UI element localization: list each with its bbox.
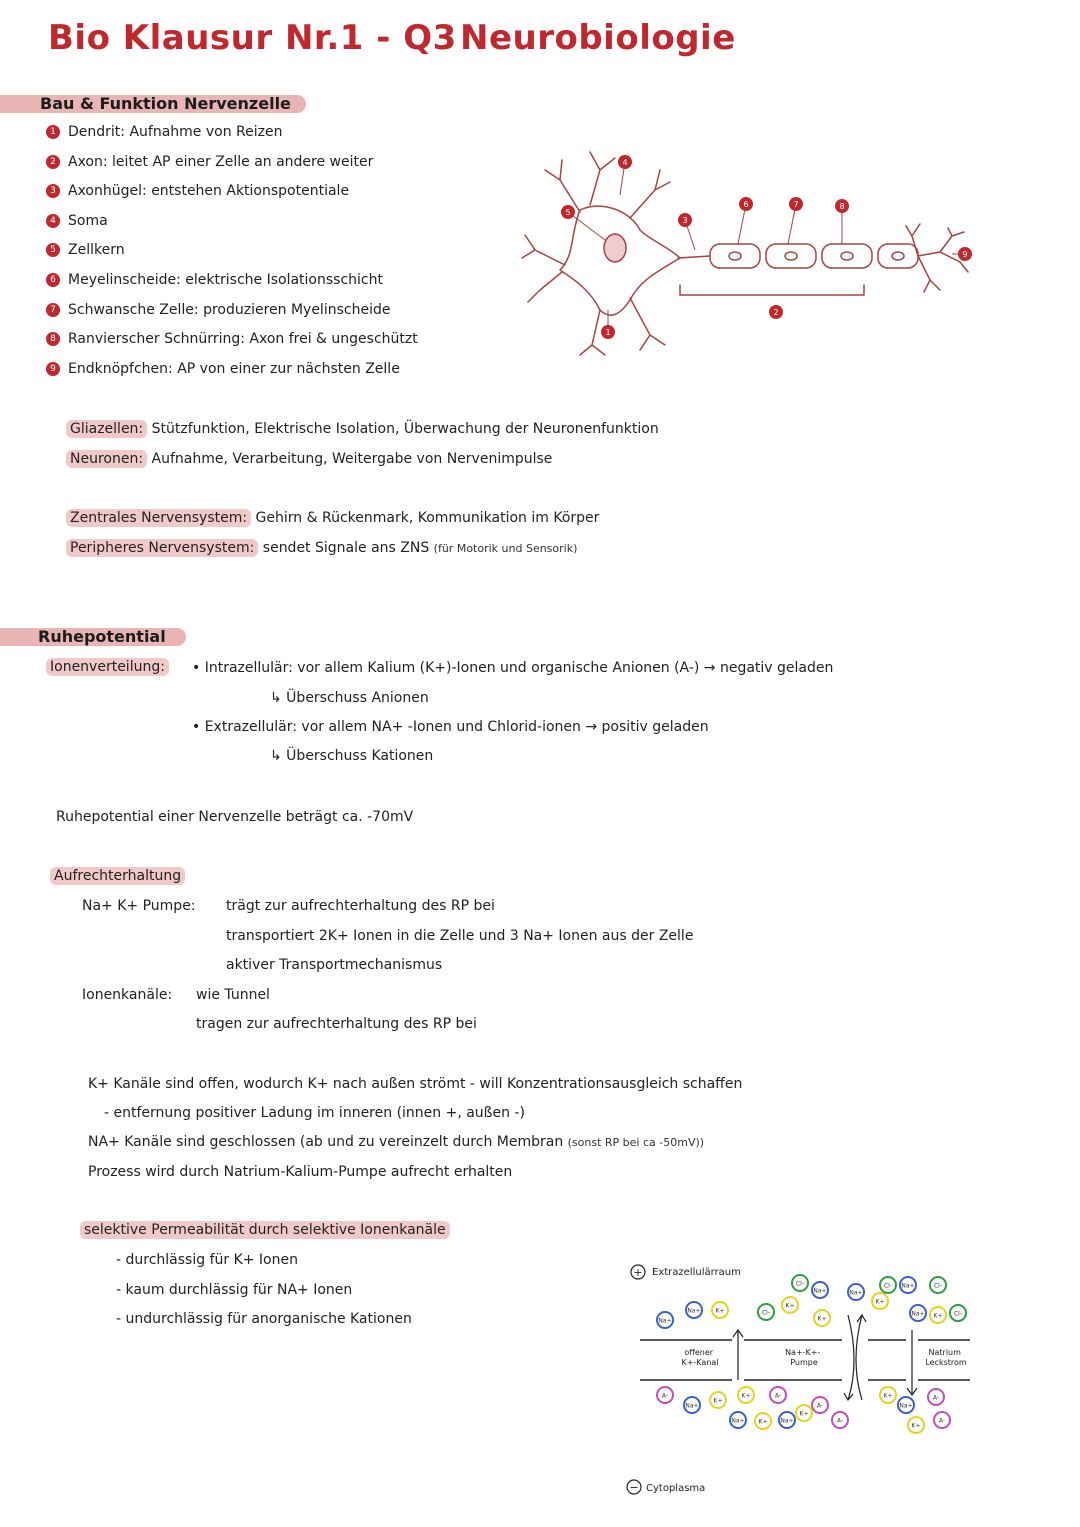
ion-na-label: Na+ <box>899 1402 913 1410</box>
glia-label: Gliazellen: <box>66 420 147 438</box>
myelin-segment <box>766 244 816 268</box>
section-title-nerve: Bau & Funktion Nervenzelle <box>40 94 291 113</box>
channel-line-1: wie Tunnel <box>196 987 270 1003</box>
item-separator: : <box>102 154 113 170</box>
ion-k-label: K+ <box>911 1422 921 1430</box>
rp-value-line: Ruhepotential einer Nervenzelle beträgt ca. -70mV <box>56 809 414 825</box>
membrane-diagram <box>620 1255 990 1505</box>
item-description: elektrische Isolationsschicht <box>185 272 383 288</box>
diagram-number: 9 <box>962 250 968 259</box>
diagram-number: 8 <box>839 202 845 211</box>
ion-na-label: Na+ <box>780 1417 794 1425</box>
item-description: produzieren Myelinscheide <box>203 302 391 318</box>
ion-na-label: Na+ <box>685 1402 699 1410</box>
axon <box>678 256 710 258</box>
ion-a-label: A- <box>938 1417 946 1425</box>
neuron-text: Aufnahme, Verarbeitung, Weitergabe von Nervenimpulse <box>151 451 553 467</box>
item-description: entstehen Aktionspotentiale <box>151 183 350 199</box>
diagram-number: 5 <box>565 208 571 217</box>
dendrite <box>522 152 670 355</box>
ion-k-label: K+ <box>785 1302 795 1310</box>
item-description: leitet AP einer Zelle an andere weiter <box>112 154 374 170</box>
nerve-part-item <box>46 124 282 140</box>
ion-k-label: K+ <box>715 1307 725 1315</box>
item-label: Dendrit <box>68 124 121 140</box>
ion-label: Ionenverteilung: <box>46 659 169 675</box>
pump-label: Na+ K+ Pumpe: <box>82 898 196 914</box>
neuron-label: Neuronen: <box>66 450 147 468</box>
channels-line-2: - entfernung positiver Ladung im inneren (innen +, außen -) <box>104 1105 525 1121</box>
item-separator: : <box>120 124 130 140</box>
ion-cl-label: Cl- <box>933 1282 943 1290</box>
item-label: Ranvierscher Schnürring <box>68 331 241 347</box>
zns-text: Gehirn & Rückenmark, Kommunikation im Körper <box>255 510 600 526</box>
ion-k-label: K+ <box>933 1312 943 1320</box>
pump-line-3: aktiver Transportmechanismus <box>226 957 443 973</box>
item-description: AP von einer zur nächsten Zelle <box>177 361 400 377</box>
item-description: Axon frei & ungeschützt <box>249 331 418 347</box>
ion-na-label: Na+ <box>813 1287 827 1295</box>
channel-line-2: tragen zur aufrechterhaltung des RP bei <box>196 1016 477 1032</box>
leak-label: Natrium Leckstrom <box>925 1348 967 1367</box>
permeability-title: selektive Permeabilität durch selektive Ionenkanäle <box>80 1222 450 1238</box>
ion-a-label: A- <box>661 1392 669 1400</box>
extra-line: • Extrazellulär: vor allem NA+ -Ionen und Chlorid-ionen → positiv geladen <box>192 719 709 735</box>
item-label: Axonhügel <box>68 183 143 199</box>
item-separator: : <box>176 272 186 288</box>
ion-na-label: Na+ <box>901 1282 915 1290</box>
ion-na-label: Na+ <box>687 1307 701 1315</box>
myelin-segment <box>822 244 872 268</box>
channels-line-3: NA+ Kanäle sind geschlossen (ab und zu vereinzelt durch Membran (sonst RP bei ca -50mV)) <box>88 1134 705 1150</box>
pump-line-2: transportiert 2K+ Ionen in die Zelle und 3 Na+ Ionen aus der Zelle <box>226 928 694 944</box>
neuron-line <box>66 451 552 467</box>
nerve-part-item <box>46 331 418 347</box>
nerve-part-item <box>46 213 108 229</box>
item-label: Meyelinscheide <box>68 272 177 288</box>
nerve-part-item <box>46 361 400 377</box>
ion-na-label: Na+ <box>658 1317 672 1325</box>
extra-sub: ↳ Überschuss Kationen <box>270 748 434 764</box>
myelin-segment <box>878 244 918 268</box>
item-number-badge: 8 <box>46 332 60 346</box>
pump-label: Na+-K+- Pumpe <box>785 1348 821 1367</box>
zns-line <box>66 510 599 526</box>
myelin-segment <box>710 244 760 268</box>
nerve-part-item <box>46 272 383 288</box>
cytoplasm-label: Cytoplasma <box>646 1483 706 1494</box>
ion-k-label: K+ <box>817 1315 827 1323</box>
permeability-item-1: - durchlässig für K+ Ionen <box>116 1252 298 1268</box>
ion-k-label: K+ <box>875 1298 885 1306</box>
pns-note: (für Motorik und Sensorik) <box>433 542 578 555</box>
ion-na-label: Na+ <box>731 1417 745 1425</box>
channel-label: Ionenkanäle: <box>82 987 173 1003</box>
diagram-number: 1 <box>605 328 611 337</box>
ion-a-label: A- <box>816 1402 824 1410</box>
channels-line-3-note: (sonst RP bei ca -50mV)) <box>567 1136 705 1149</box>
item-label: Axon <box>68 154 103 170</box>
glia-line <box>66 421 659 437</box>
nerve-part-item <box>46 154 373 170</box>
nerve-part-item <box>46 183 349 199</box>
svg-text:−: − <box>629 1481 639 1494</box>
item-number-badge: 4 <box>46 214 60 228</box>
section-title-rp: Ruhepotential <box>38 627 166 646</box>
intra-sub: ↳ Überschuss Anionen <box>270 690 429 706</box>
pns-label: Peripheres Nervensystem: <box>66 539 258 557</box>
ion-cl-label: Cl- <box>761 1309 771 1317</box>
nerve-part-item <box>46 302 390 318</box>
extracellular-label: Extrazellulärraum <box>652 1267 741 1278</box>
axon-bracket <box>680 285 864 295</box>
svg-text:+: + <box>633 1266 643 1279</box>
item-number-badge: 9 <box>46 362 60 376</box>
intra-line: • Intrazellulär: vor allem Kalium (K+)-Ionen und organische Anionen (A-) → negativ geladen <box>192 660 834 676</box>
ion-k-label: K+ <box>713 1397 723 1405</box>
page-title: Bio Klausur Nr.1 - Q3 <box>48 18 457 58</box>
page-subtitle: Neurobiologie <box>460 18 736 58</box>
nerve-part-item <box>46 242 125 258</box>
item-separator: : <box>240 331 250 347</box>
item-number-badge: 5 <box>46 243 60 257</box>
neuron-diagram <box>520 140 980 360</box>
pump-line-1: trägt zur aufrechterhaltung des RP bei <box>226 898 495 914</box>
zns-label: Zentrales Nervensystem: <box>66 509 251 527</box>
permeability-item-3: - undurchlässig für anorganische Kationen <box>116 1311 412 1327</box>
glia-text: Stützfunktion, Elektrische Isolation, Überwachung der Neuronenfunktion <box>151 421 659 437</box>
diagram-number: 6 <box>743 200 749 209</box>
ion-cl-label: Cl- <box>795 1280 805 1288</box>
item-separator: : <box>168 361 178 377</box>
item-number-badge: 6 <box>46 273 60 287</box>
maintenance-title: Aufrechterhaltung <box>50 868 185 884</box>
pns-line <box>66 540 577 556</box>
axon-terminal <box>906 224 968 292</box>
diagram-number: 4 <box>622 158 628 167</box>
item-label: Soma <box>68 213 108 229</box>
item-number-badge: 2 <box>46 155 60 169</box>
ion-cl-label: Cl- <box>883 1282 893 1290</box>
channels-line-4: Prozess wird durch Natrium-Kalium-Pumpe aufrecht erhalten <box>88 1164 513 1180</box>
item-label: Schwansche Zelle <box>68 302 194 318</box>
item-number-badge: 7 <box>46 303 60 317</box>
ion-cl-label: Cl- <box>953 1310 963 1318</box>
item-number-badge: 1 <box>46 125 60 139</box>
ion-na-label: Na+ <box>911 1310 925 1318</box>
diagram-number: 7 <box>793 200 799 209</box>
item-label: Endknöpfchen <box>68 361 169 377</box>
nucleus <box>604 234 626 262</box>
channels-line-1: K+ Kanäle sind offen, wodurch K+ nach außen strömt - will Konzentrationsausgleich schaffen <box>88 1076 743 1092</box>
permeability-item-2: - kaum durchlässig für NA+ Ionen <box>116 1282 353 1298</box>
ion-a-label: A- <box>774 1392 782 1400</box>
item-separator: : <box>193 302 204 318</box>
ion-a-label: A- <box>836 1417 844 1425</box>
ion-k-label: K+ <box>883 1392 893 1400</box>
pns-text: sendet Signale ans ZNS <box>262 540 430 556</box>
ion-k-label: K+ <box>741 1392 751 1400</box>
ion-k-label: K+ <box>758 1418 768 1426</box>
diagram-number: 2 <box>773 308 779 317</box>
ion-na-label: Na+ <box>849 1289 863 1297</box>
item-label: Zellkern <box>68 242 125 258</box>
item-separator: : <box>142 183 152 199</box>
ion-k-label: K+ <box>799 1410 809 1418</box>
ion-a-label: A- <box>932 1394 940 1402</box>
diagram-number: 3 <box>682 216 688 225</box>
k-channel-label: offener K+-Kanal <box>681 1348 719 1367</box>
item-number-badge: 3 <box>46 184 60 198</box>
item-description: Aufnahme von Reizen <box>129 124 283 140</box>
